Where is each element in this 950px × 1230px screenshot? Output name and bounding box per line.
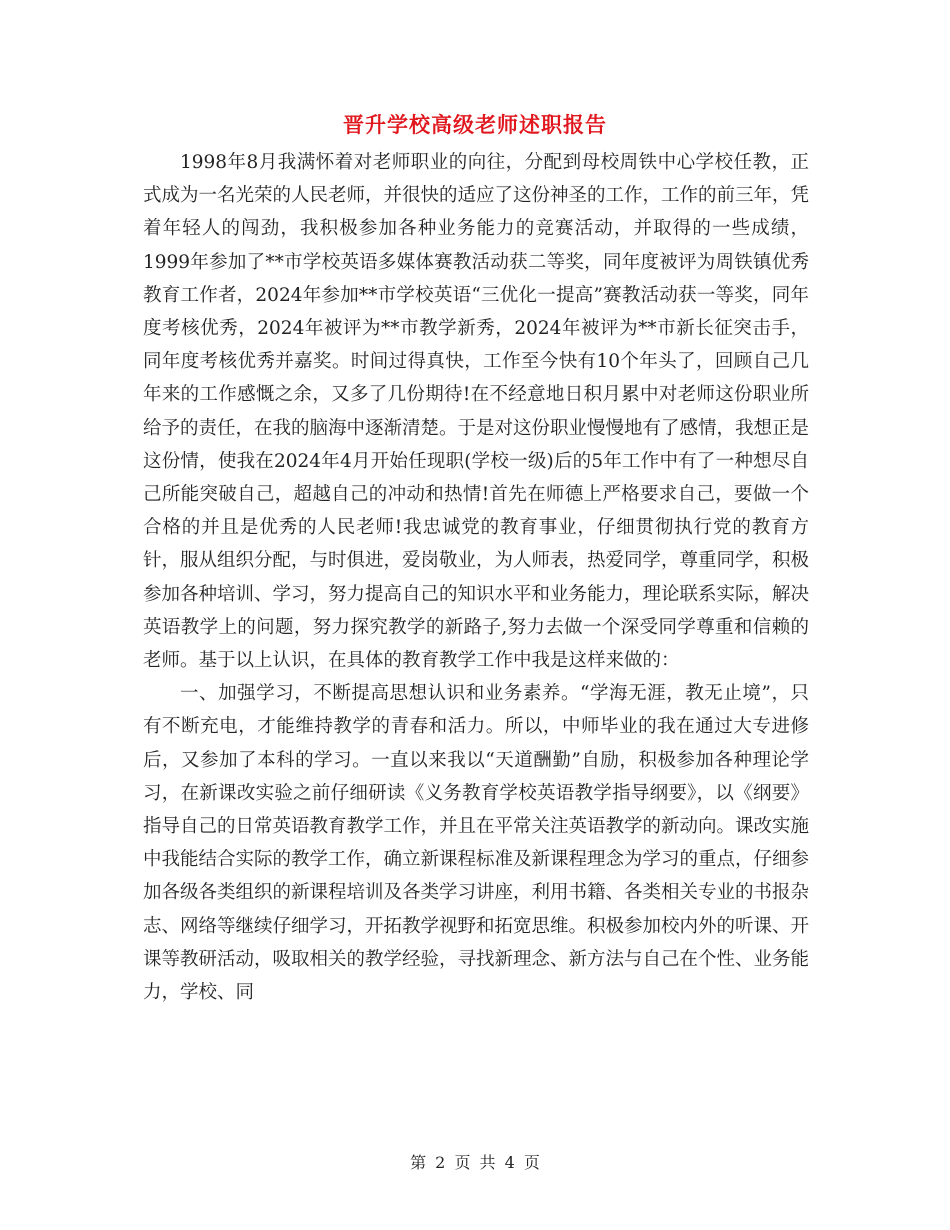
paragraph-learning: 一、加强学习，不断提高思想认识和业务素养。“学海无涯，教无止境”，只有不断充电，才能维持教学的青春和活力。所以，中师毕业的我在通过大专进修后，又参加了本科的学习。一直以来我以“天道酬勤”自励，积极参加各种理论学习，在新课改实验之前仔细研读《义务教育学校英语教学指导纲要》，以《纲要》指导自己的日常英语教育教学工作，并且在平常关注英语教学的新动向。课改实施中我能结合实际的教学工作，确立新课程标准及新课程理念为学习的重点，仔细参加各级各类组织的新课程培训及各类学习讲座，利用书籍、各类相关专业的书报杂志、网络等继续仔细学习，开拓教学视野和拓宽思维。积极参加校内外的听课、开课等教研活动，吸取相关的教学经验，寻找新理念、新方法与自己在个性、业务能力，学校、同 — [143, 683, 810, 1004]
document-body — [143, 146, 809, 1009]
page-number-footer: 第 2 页 共 4 页 — [410, 1153, 540, 1172]
document-title: 晋升学校高级老师述职报告 — [343, 112, 607, 137]
paragraph-career-summary: 1998年8月我满怀着对老师职业的向往，分配到母校周铁中心学校任教，正式成为一名光荣的人民老师，并很快的适应了这份神圣的工作，工作的前三年，凭着年轻人的闯劲，我积极参加各种业务能力的竞赛活动，并取得的一些成绩，1999年参加了**市学校英语多媒体赛教活动获二等奖，同年度被评为周铁镇优秀教育工作者，2024年参加**市学校英语“三优化一提高”赛教活动获一等奖，同年度考核优秀，2024年被评为**市教学新秀，2024年被评为**市新长征突击手，同年度考核优秀并嘉奖。时间过得真快，工作至今快有10个年头了，回顾自己几年来的工作感慨之余，又多了几份期待!在不经意地日积月累中对老师这份职业所给予的责任，在我的脑海中逐渐清楚。于是对这份职业慢慢地有了感情，我想正是这份情，使我在2024年4月开始任现职(学校一级)后的5年工作中有了一种想尽自己所能突破自己，超越自己的冲动和热情!首先在师德上严格要求自己，要做一个合格的并且是优秀的人民老师!我忠诚党的教育事业，仔细贯彻执行党的教育方针，服从组织分配，与时俱进，爱岗敬业，为人师表，热爱同学，尊重同学，积极参加各种培训、学习，努力提高自己的知识水平和业务能力，理论联系实际，解决英语教学上的问题，努力探究教学的新路子,努力去做一个深受同学尊重和信赖的老师。基于以上认识，在具体的教育教学工作中我是这样来做的： — [143, 152, 810, 672]
